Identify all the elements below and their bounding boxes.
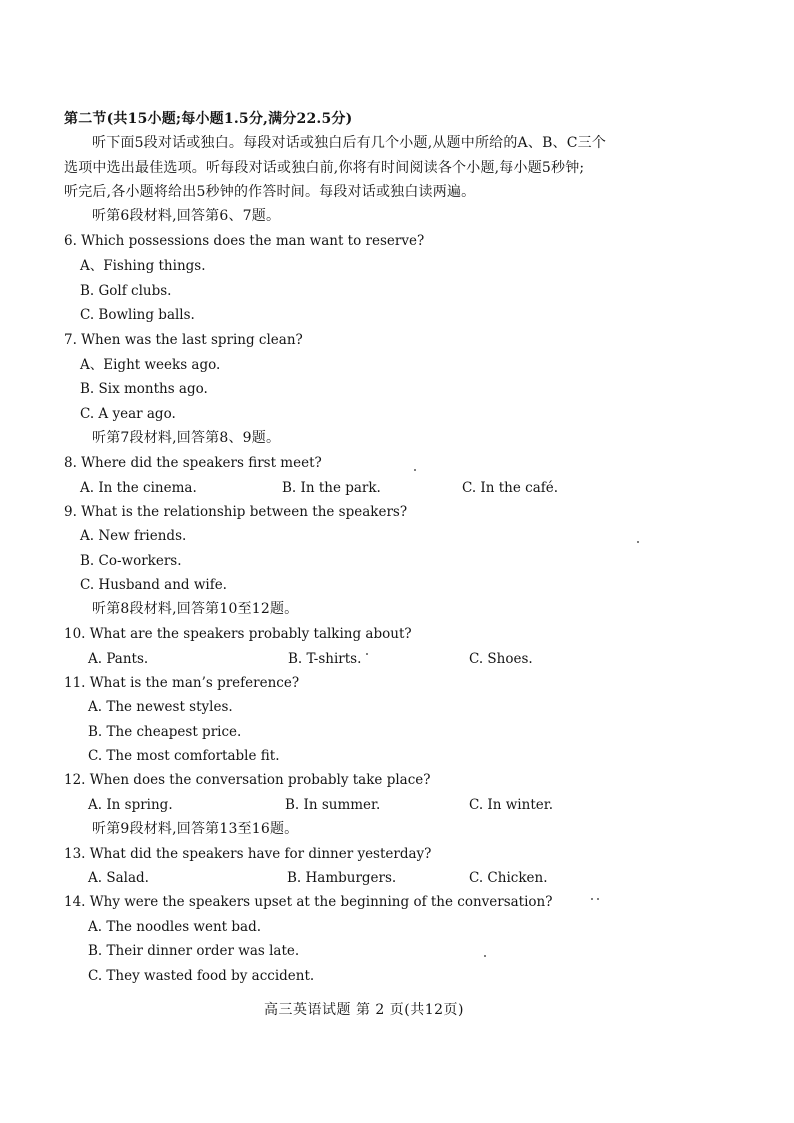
question-12-option-a: A. In spring.	[88, 797, 173, 813]
question-9-option-c: C. Husband and wife.	[80, 577, 227, 593]
question-6-option-c: C. Bowling balls.	[80, 307, 195, 323]
question-10-option-b: B. T-shirts.	[288, 651, 362, 667]
question-10-option-a: A. Pants.	[88, 651, 149, 667]
scan-speck	[597, 898, 599, 900]
question-9-option-b: B. Co-workers.	[80, 553, 182, 569]
group-intro-6-7: 听第6段材料,回答第6、7题。	[92, 208, 281, 224]
question-14-option-b: B. Their dinner order was late.	[88, 943, 300, 959]
section-heading: 第二节(共15小题;每小题1.5分,满分22.5分)	[64, 111, 353, 127]
question-12-stem: 12. When does the conversation probably take place?	[64, 772, 431, 788]
question-14-option-c: C. They wasted food by accident.	[88, 968, 315, 984]
scan-speck	[637, 541, 639, 543]
question-6-option-a: A、Fishing things.	[80, 258, 206, 274]
scan-speck	[591, 898, 593, 900]
question-10-stem: 10. What are the speakers probably talking about?	[64, 626, 412, 642]
question-14-stem: 14. Why were the speakers upset at the beginning of the conversation?	[64, 894, 553, 910]
question-7-stem: 7. When was the last spring clean?	[64, 332, 303, 348]
question-7-option-c: C. A year ago.	[80, 406, 176, 422]
question-8-option-a: A. In the cinema.	[80, 480, 197, 496]
instruction-line-2: 选项中选出最佳选项。听每段对话或独白前,你将有时间阅读各个小题,每小题5秒钟;	[64, 160, 585, 176]
question-14-option-a: A. The noodles went bad.	[88, 919, 262, 935]
question-8-stem: 8. Where did the speakers first meet?	[64, 455, 322, 471]
scan-speck	[366, 653, 368, 655]
question-11-option-c: C. The most comfortable fit.	[88, 748, 280, 764]
scan-speck	[484, 955, 486, 957]
question-10-option-c: C. Shoes.	[469, 651, 533, 667]
page-footer: 高三英语试题 第 2 页(共12页)	[264, 1002, 464, 1018]
instruction-line-1: 听下面5段对话或独白。每段对话或独白后有几个小题,从题中所给的A、B、C三个	[92, 135, 607, 151]
question-9-option-a: A. New friends.	[80, 528, 187, 544]
scan-speck	[414, 469, 416, 471]
question-8-option-b: B. In the park.	[282, 480, 381, 496]
question-13-option-a: A. Salad.	[88, 870, 149, 886]
group-intro-8-9: 听第7段材料,回答第8、9题。	[92, 430, 281, 446]
question-11-option-a: A. The newest styles.	[88, 699, 233, 715]
group-intro-10-12: 听第8段材料,回答第10至12题。	[92, 601, 299, 617]
question-12-option-b: B. In summer.	[285, 797, 381, 813]
question-7-option-b: B. Six months ago.	[80, 381, 208, 397]
question-6-option-b: B. Golf clubs.	[80, 283, 172, 299]
question-6-stem: 6. Which possessions does the man want to reserve?	[64, 233, 425, 249]
question-12-option-c: C. In winter.	[469, 797, 553, 813]
instruction-line-3: 听完后,各小题将给出5秒钟的作答时间。每段对话或独白读两遍。	[64, 184, 476, 200]
question-7-option-a: A、Eight weeks ago.	[80, 357, 221, 373]
group-intro-13-16: 听第9段材料,回答第13至16题。	[92, 821, 299, 837]
question-8-option-c: C. In the café.	[462, 480, 559, 496]
question-11-option-b: B. The cheapest price.	[88, 724, 242, 740]
question-11-stem: 11. What is the man’s preference?	[64, 675, 300, 691]
question-9-stem: 9. What is the relationship between the speakers?	[64, 504, 408, 520]
question-13-option-b: B. Hamburgers.	[287, 870, 397, 886]
question-13-option-c: C. Chicken.	[469, 870, 548, 886]
question-13-stem: 13. What did the speakers have for dinner yesterday?	[64, 846, 432, 862]
